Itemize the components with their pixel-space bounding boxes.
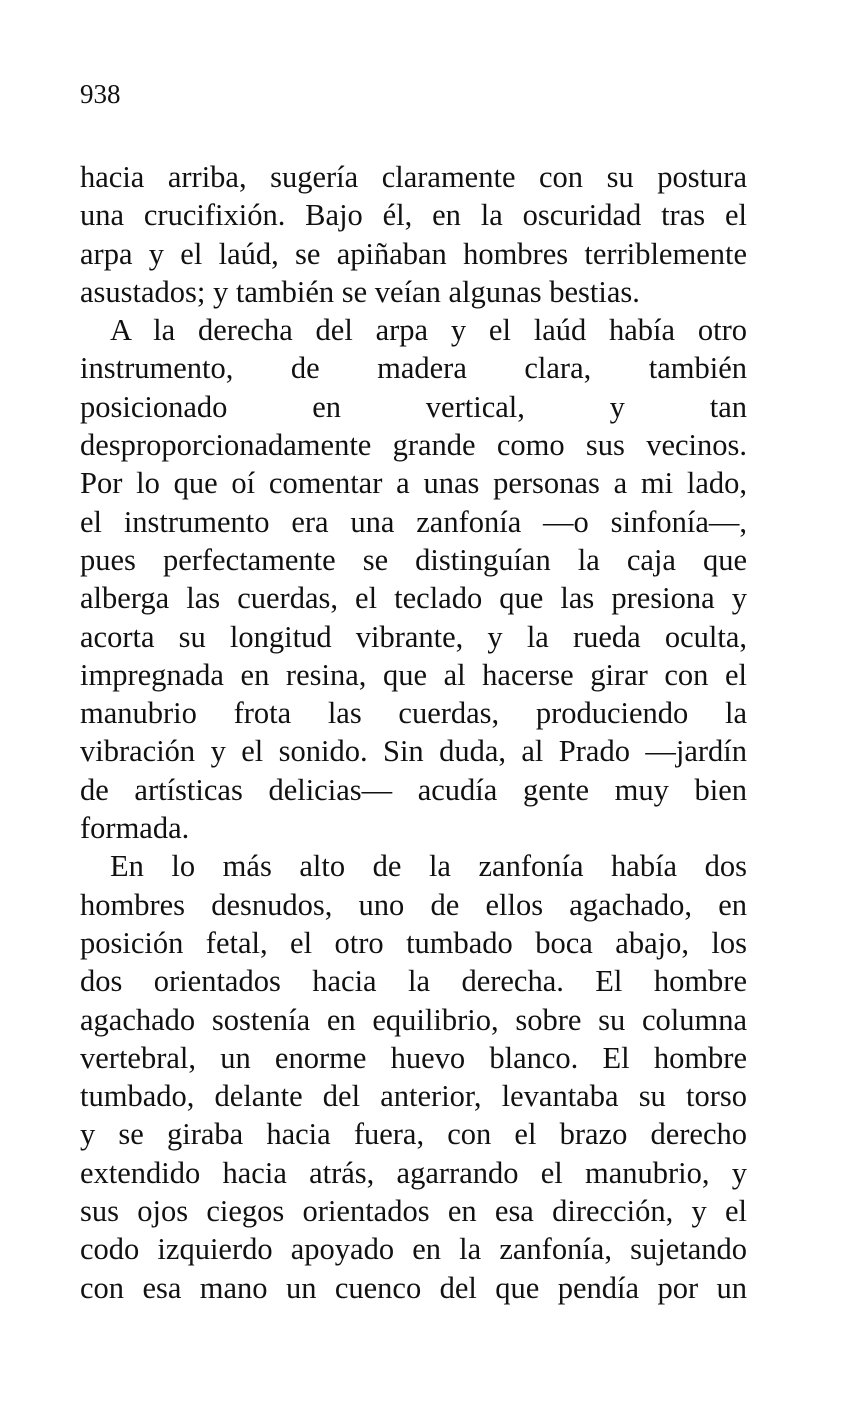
text-line: impregnada en resina, que al hacerse girar con el bbox=[80, 657, 747, 692]
body-text bbox=[80, 158, 747, 1307]
text-line: manubrio frota las cuerdas, produciendo la bbox=[80, 696, 747, 731]
text-line: acorta su longitud vibrante, y la rueda oculta, bbox=[80, 619, 747, 654]
text-line: tumbado, delante del anterior, levantaba su torso bbox=[80, 1079, 747, 1114]
text-line: sus ojos ciegos orientados en esa dirección, y el bbox=[80, 1194, 747, 1229]
text-line: Por lo que oí comentar a unas personas a mi lado, bbox=[80, 466, 747, 501]
text-line: codo izquierdo apoyado en la zanfonía, sujetando bbox=[80, 1232, 747, 1267]
text-line: alberga las cuerdas, el teclado que las presiona y bbox=[80, 581, 747, 616]
text-line: formada. bbox=[80, 811, 190, 846]
text-line: el instrumento era una zanfonía —o sinfonía—, bbox=[80, 504, 747, 539]
text-line: con esa mano un cuenco del que pendía por un bbox=[80, 1270, 747, 1305]
text-line: posición fetal, el otro tumbado boca abajo, los bbox=[80, 925, 747, 960]
text-line: una crucifixión. Bajo él, en la oscuridad tras el bbox=[80, 198, 747, 233]
text-line: agachado sostenía en equilibrio, sobre su columna bbox=[80, 1002, 747, 1037]
page-number: 938 bbox=[80, 79, 121, 109]
text-line: En lo más alto de la zanfonía había dos bbox=[110, 849, 747, 884]
text-line: de artísticas delicias— acudía gente muy bien bbox=[80, 772, 747, 807]
text-line: arpa y el laúd, se apiñaban hombres terriblemente bbox=[80, 236, 747, 271]
text-line: vertebral, un enorme huevo blanco. El hombre bbox=[80, 1040, 747, 1075]
text-line: asustados; y también se veían algunas bestias. bbox=[80, 274, 640, 309]
text-line: dos orientados hacia la derecha. El hombre bbox=[80, 964, 747, 999]
text-line: vibración y el sonido. Sin duda, al Prado —jardín bbox=[80, 734, 747, 769]
text-line: hacia arriba, sugería claramente con su postura bbox=[80, 160, 747, 194]
text-line: y se giraba hacia fuera, con el brazo derecho bbox=[80, 1117, 747, 1152]
text-line: A la derecha del arpa y el laúd había otro bbox=[110, 313, 747, 348]
text-line: pues perfectamente se distinguían la caja que bbox=[80, 542, 747, 577]
text-line: posicionado en vertical, y tan bbox=[80, 389, 747, 424]
text-line: desproporcionadamente grande como sus vecinos. bbox=[80, 428, 747, 463]
text-line: hombres desnudos, uno de ellos agachado, en bbox=[80, 887, 747, 922]
text-line: instrumento, de madera clara, también bbox=[80, 351, 747, 386]
text-line: extendido hacia atrás, agarrando el manubrio, y bbox=[80, 1155, 747, 1190]
